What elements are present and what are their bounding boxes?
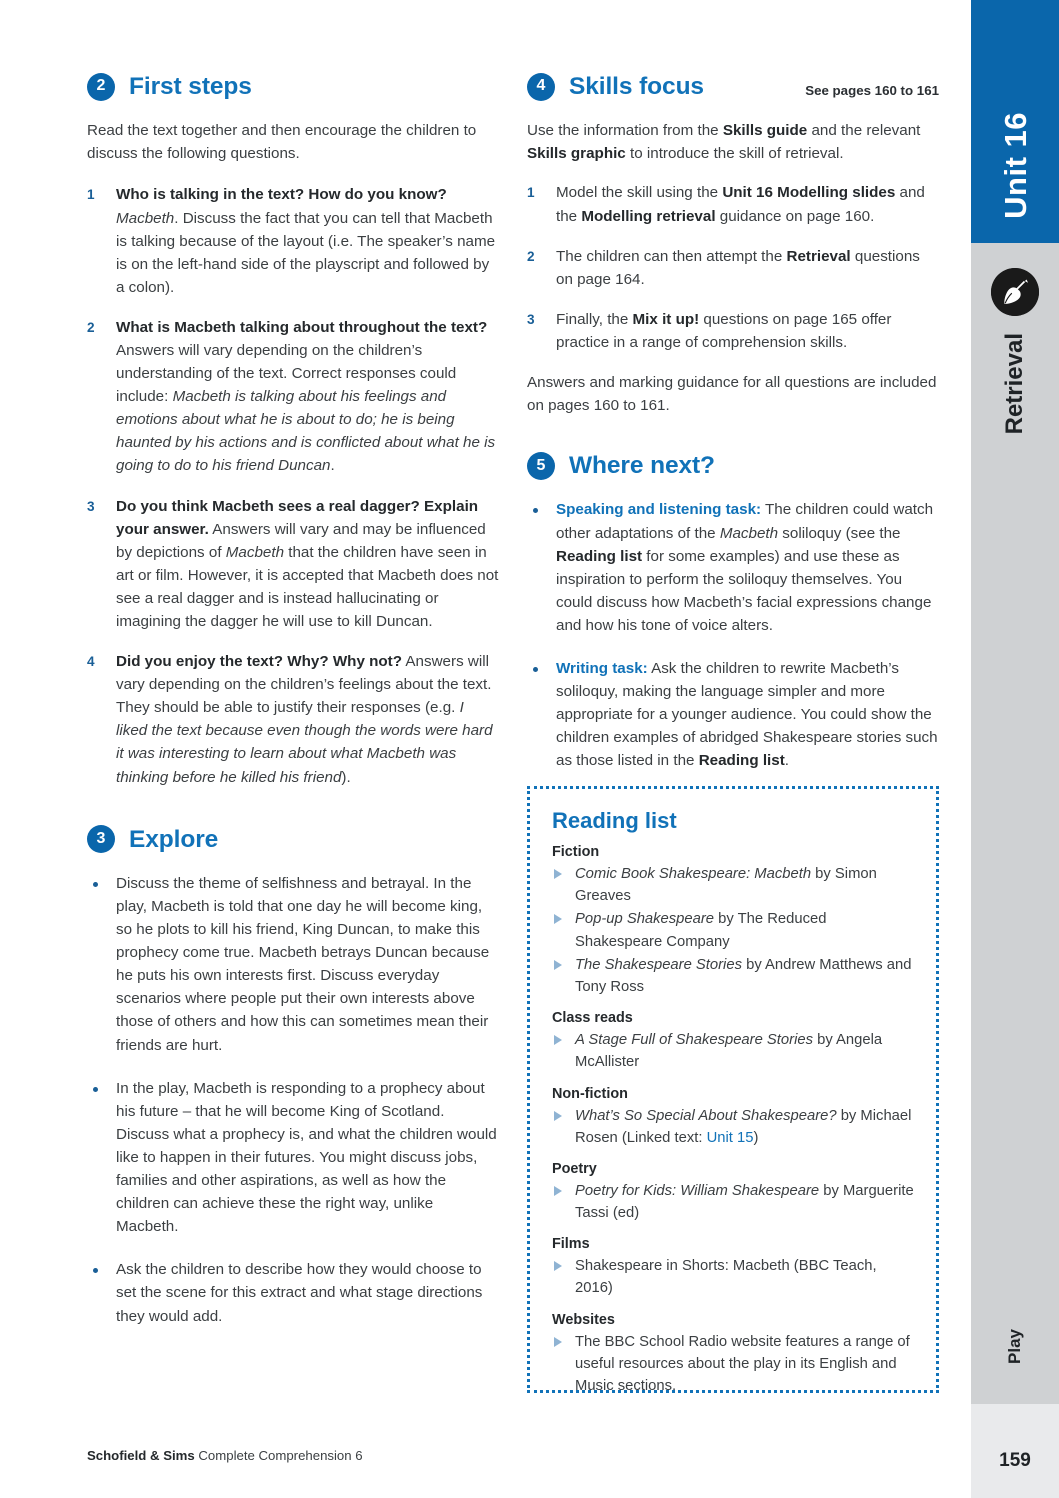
strong-text: Skills graphic bbox=[527, 145, 626, 163]
triangle-bullet-icon bbox=[554, 1337, 562, 1347]
skills-step-item bbox=[527, 308, 939, 354]
skill-tab[interactable] bbox=[971, 243, 1059, 1404]
body-text: . Discuss the fact that you can tell that Macbeth is talking because of the layout (i.e. The speaker’s name is on the left-hand side of the playscript and followed by a colon). bbox=[116, 209, 496, 296]
reading-list-item bbox=[552, 954, 914, 998]
body-text: . bbox=[330, 457, 335, 475]
skills-focus-intro bbox=[527, 119, 939, 165]
section-heading-where-next bbox=[527, 447, 939, 484]
reading-list-title: Reading list bbox=[552, 808, 677, 833]
emphasis-text: What’s So Special About Shakespeare? bbox=[575, 1107, 837, 1124]
question-item bbox=[87, 316, 499, 478]
explore-bullet-list bbox=[87, 872, 499, 1328]
bullet-text: In the play, Macbeth is responding to a prophecy about his future – that he will become King of Scotland. Discuss what a prophecy is, and what the children would like to happen in their futures. You might discuss jobs, families and other aspirations, as well as how the children can achieve these the right way, unlike Macbeth. bbox=[116, 1079, 497, 1236]
reading-list-items bbox=[552, 863, 914, 998]
where-next-bullet bbox=[527, 498, 939, 637]
section-heading-explore bbox=[87, 821, 499, 858]
question-number: 1 bbox=[87, 187, 95, 203]
reading-list-category: Fiction bbox=[552, 844, 600, 860]
triangle-bullet-icon bbox=[554, 869, 562, 879]
body-text: to introduce the skill of retrieval. bbox=[625, 145, 844, 163]
body-text: guidance on page 160. bbox=[715, 207, 875, 225]
body-text: by Andrew Matthews and Tony Ross bbox=[575, 956, 912, 995]
skills-focus-closing: Answers and marking guidance for all questions are included on pages 160 to 161. bbox=[527, 373, 937, 415]
retrieval-dart-icon bbox=[991, 268, 1039, 316]
strong-text: Retrieval bbox=[786, 247, 851, 265]
strong-text: Unit 16 Modelling slides bbox=[722, 184, 896, 202]
where-next-bullet bbox=[527, 657, 939, 772]
body-text: Finally, the bbox=[556, 310, 633, 328]
bullet-text: Ask the children to describe how they would choose to set the scene for this extract and what stage directions they would add. bbox=[116, 1261, 483, 1325]
section-title: Where next? bbox=[569, 452, 715, 480]
where-next-bullet-list bbox=[527, 498, 939, 772]
body-text: . bbox=[784, 752, 789, 770]
emphasis-text: The Shakespeare Stories bbox=[575, 956, 742, 973]
emphasis-text: Macbeth bbox=[225, 543, 285, 561]
bullet-lead-in: Writing task: bbox=[556, 659, 648, 677]
side-tab-strip bbox=[971, 0, 1059, 1498]
genre-tab-label: Play bbox=[1005, 1329, 1024, 1364]
emphasis-text: I liked the text because even though the words were hard it was interesting to learn about what Macbeth was thinking before he killed his friend bbox=[116, 699, 493, 786]
publisher-brand: Schofield & Sims bbox=[87, 1448, 195, 1463]
right-column bbox=[527, 68, 939, 772]
question-prompt: Who is talking in the text? How do you know? bbox=[116, 186, 447, 204]
reading-list-category: Class reads bbox=[552, 1010, 633, 1027]
body-text: Model the skill using the bbox=[556, 184, 723, 202]
body-text: by The Reduced Shakespeare Company bbox=[575, 911, 827, 950]
reading-list-item bbox=[552, 1029, 914, 1073]
step-number: 2 bbox=[527, 248, 535, 264]
skill-tab-label: Retrieval bbox=[1001, 333, 1028, 435]
emphasis-text: A Stage Full of Shakespeare Stories bbox=[575, 1032, 813, 1049]
body-text: Ask the children to rewrite Macbeth’s soliloquy, making the language simpler and more appropriate for a younger audience. You could show the children examples of abridged Shakespeare stories such as those listed in the bbox=[556, 659, 938, 770]
emphasis-text: Macbeth is talking about his feelings and emotions about what he is about to do; he is being haunted by his actions and is conflicted about what he is going to do to his friend Duncan bbox=[116, 388, 496, 475]
section-title: Skills focus bbox=[569, 73, 704, 100]
body-text: The BBC School Radio website features a range of useful resources about the play in its English and Music sections. bbox=[575, 1333, 910, 1394]
left-column bbox=[87, 68, 499, 1328]
body-text: by Marguerite Tassi (ed) bbox=[575, 1182, 914, 1222]
explore-bullet bbox=[87, 1258, 499, 1327]
section-heading-first-steps bbox=[87, 68, 499, 105]
triangle-bullet-icon bbox=[554, 914, 562, 924]
section-heading-skills-focus bbox=[527, 68, 939, 105]
page-number: 159 bbox=[999, 1450, 1031, 1471]
emphasis-text: Pop-up Shakespeare bbox=[575, 911, 715, 928]
triangle-bullet-icon bbox=[554, 1111, 562, 1121]
body-text: by Michael Rosen (Linked text: bbox=[575, 1107, 912, 1146]
body-text: by Angela McAllister bbox=[575, 1032, 883, 1071]
reading-list-item bbox=[552, 1255, 914, 1299]
question-answer bbox=[116, 342, 495, 474]
bullet-lead-in: Speaking and listening task: bbox=[556, 501, 762, 519]
first-steps-intro: Read the text together and then encourage the children to discuss the following questions. bbox=[87, 122, 477, 163]
triangle-bullet-icon bbox=[554, 1035, 562, 1045]
skills-step-item bbox=[527, 181, 939, 227]
strong-text: Reading list bbox=[556, 547, 643, 565]
body-text: The children could watch other adaptations of the bbox=[556, 501, 934, 542]
strong-text: Modelling retrieval bbox=[581, 207, 716, 225]
reading-list-items bbox=[552, 1331, 914, 1398]
unit-tab[interactable] bbox=[971, 0, 1059, 243]
body-text: Answers will vary depending on the children’s understanding of the text. Correct responses could include: bbox=[116, 341, 457, 406]
reading-list-item bbox=[552, 863, 914, 907]
reading-list-items bbox=[552, 1180, 914, 1224]
body-text: The children can then attempt the bbox=[556, 247, 787, 265]
reading-list-category: Websites bbox=[552, 1311, 615, 1328]
body-text: soliloquy (see the bbox=[778, 524, 901, 542]
question-prompt: What is Macbeth talking about throughout the text? bbox=[116, 318, 488, 336]
body-text: questions on page 165 offer practice in a range of comprehension skills. bbox=[556, 310, 892, 351]
body-text: and the bbox=[556, 184, 925, 225]
skills-focus-step-list bbox=[527, 181, 939, 354]
section-number-badge: 2 bbox=[87, 73, 115, 101]
step-text bbox=[556, 184, 925, 224]
reading-list-item bbox=[552, 1180, 914, 1224]
question-number: 2 bbox=[87, 319, 95, 335]
strong-text: Mix it up! bbox=[632, 310, 700, 328]
question-item bbox=[87, 183, 499, 298]
page-reference: See pages 160 to 161 bbox=[805, 83, 939, 99]
reading-list-item bbox=[552, 1331, 914, 1398]
emphasis-text: Macbeth bbox=[719, 524, 779, 542]
body-text: for some examples) and use these as inspiration to perform the soliloquy themselves. You could discuss how Macbeth’s facial expressions change and how his tone of voice alters. bbox=[556, 547, 932, 634]
body-text: by Simon Greaves bbox=[575, 866, 877, 905]
body-text: Use the information from the bbox=[527, 122, 723, 140]
reading-list-category: Non-fiction bbox=[552, 1085, 628, 1102]
question-item bbox=[87, 495, 499, 634]
section-number-badge: 3 bbox=[87, 825, 115, 853]
section-number-badge: 4 bbox=[527, 73, 555, 101]
step-text bbox=[556, 311, 891, 351]
emphasis-text: Comic Book Shakespeare: Macbeth bbox=[575, 866, 812, 882]
explore-bullet bbox=[87, 1077, 499, 1239]
question-number: 3 bbox=[87, 498, 95, 514]
triangle-bullet-icon bbox=[554, 1186, 562, 1196]
reading-list-item bbox=[552, 908, 914, 952]
skills-step-item bbox=[527, 245, 939, 291]
reading-list-item bbox=[552, 1105, 914, 1149]
bullet-text: Discuss the theme of selfishness and betrayal. In the play, Macbeth is told that one day he will become king, so he plots to kill his friend, King Duncan, to make this prophecy come true. Macbeth betrays Duncan because he puts his own interests first. Discuss everyday scenarios where people put their own interests above those of others and how this can sometimes mean their friends are hurt. bbox=[116, 874, 490, 1054]
question-answer bbox=[116, 653, 493, 785]
explore-bullet bbox=[87, 872, 499, 1057]
section-title: First steps bbox=[129, 73, 252, 100]
reading-list-items bbox=[552, 1255, 914, 1299]
question-prompt: Do you think Macbeth sees a real dagger? Explain your answer. bbox=[116, 497, 479, 538]
page-footer bbox=[87, 1448, 363, 1463]
body-text: ). bbox=[341, 768, 351, 786]
body-text: Shakespeare in Shorts: Macbeth (BBC Teach, 2016) bbox=[575, 1258, 877, 1297]
unit-link[interactable]: Unit 15 bbox=[706, 1129, 754, 1146]
reading-list-category: Poetry bbox=[552, 1160, 597, 1177]
body-text: ) bbox=[753, 1129, 759, 1146]
question-number: 4 bbox=[87, 654, 95, 670]
question-prompt: Did you enjoy the text? Why? Why not? bbox=[116, 653, 403, 671]
section-title: Explore bbox=[129, 825, 219, 853]
step-number: 3 bbox=[527, 311, 535, 327]
body-text: questions on page 164. bbox=[556, 247, 920, 288]
triangle-bullet-icon bbox=[554, 960, 562, 970]
question-item bbox=[87, 650, 499, 789]
emphasis-text: Poetry for Kids: William Shakespeare bbox=[575, 1182, 820, 1199]
section-number-badge: 5 bbox=[527, 452, 555, 480]
body-text: Answers will vary depending on the children’s feelings about the text. They should be able to justify their responses (e.g. bbox=[116, 653, 492, 717]
body-text: and the relevant bbox=[807, 122, 921, 140]
reading-list-items bbox=[552, 1105, 914, 1149]
reading-list-items bbox=[552, 1029, 914, 1073]
question-answer bbox=[116, 210, 495, 296]
reading-list-category: Films bbox=[552, 1236, 590, 1253]
unit-tab-label: Unit 16 bbox=[998, 112, 1033, 219]
emphasis-text: Macbeth bbox=[116, 209, 175, 227]
book-title: Complete Comprehension 6 bbox=[194, 1448, 363, 1463]
triangle-bullet-icon bbox=[554, 1261, 562, 1271]
first-steps-question-list bbox=[87, 183, 499, 788]
reading-list-box bbox=[527, 786, 939, 1393]
body-text: Answers will vary and may be influenced by depictions of bbox=[116, 520, 486, 561]
step-number: 1 bbox=[527, 185, 535, 201]
body-text: that the children have seen in art or film. However, it is accepted that Macbeth does not see a real dagger and is instead hallucinating or imagining the dagger he will use to kill Duncan. bbox=[116, 543, 499, 631]
strong-text: Skills guide bbox=[722, 122, 808, 140]
strong-text: Reading list bbox=[698, 752, 785, 770]
reading-list-body bbox=[552, 844, 914, 1397]
step-text bbox=[556, 248, 920, 288]
page-number-tab bbox=[971, 1404, 1059, 1498]
